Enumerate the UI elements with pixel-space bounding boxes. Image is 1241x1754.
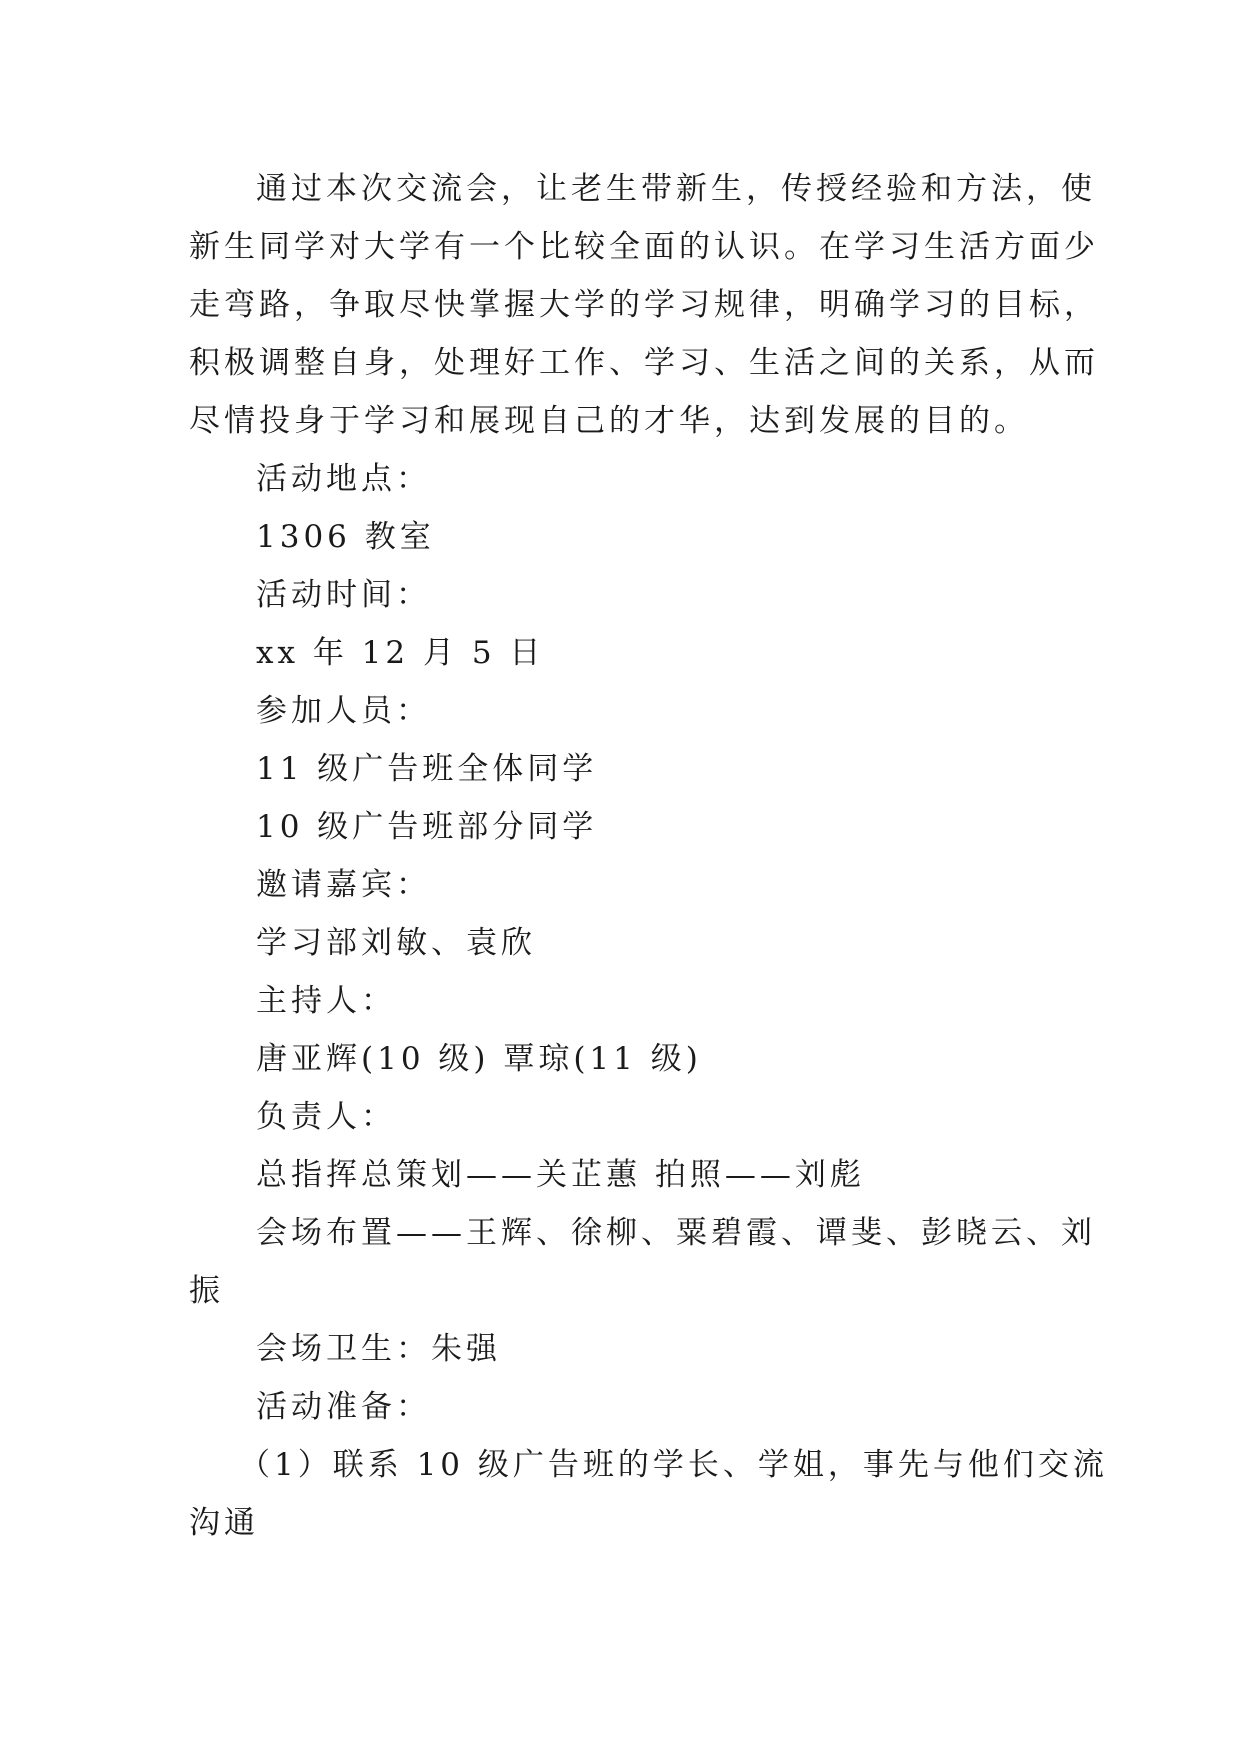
intro-line-1: 通过本次交流会，让老生带新生，传授经验和方法，使	[256, 171, 1096, 207]
responsible-label: 负责人：	[256, 1099, 396, 1135]
preparation-item-1b: 沟通	[189, 1505, 259, 1541]
preparation-label: 活动准备：	[256, 1389, 431, 1425]
host-value: 唐亚辉(10 级) 覃琼(11 级)	[256, 1041, 702, 1077]
responsible-line-1: 总指挥总策划——关芷蕙 拍照——刘彪	[256, 1157, 865, 1193]
responsible-line-3: 会场卫生：朱强	[256, 1331, 501, 1367]
time-value: xx 年 12 月 5 日	[256, 635, 545, 671]
participants-item: 11 级广告班全体同学	[256, 751, 598, 787]
intro-line-3: 走弯路，争取尽快掌握大学的学习规律，明确学习的目标，	[189, 287, 1099, 323]
responsible-line-2a: 会场布置——王辉、徐柳、粟碧霞、谭斐、彭晓云、刘	[256, 1215, 1096, 1251]
participants-label: 参加人员：	[256, 693, 431, 729]
participants-item: 10 级广告班部分同学	[256, 809, 598, 845]
host-label: 主持人：	[256, 983, 396, 1019]
preparation-item-1a: （1）联系 10 级广告班的学长、学姐，事先与他们交流	[239, 1447, 1108, 1483]
location-label: 活动地点：	[256, 461, 431, 497]
document-body	[189, 160, 1108, 1552]
intro-line-5: 尽情投身于学习和展现自己的才华，达到发展的目的。	[189, 403, 1029, 439]
guests-label: 邀请嘉宾：	[256, 867, 431, 903]
responsible-line-2b: 振	[189, 1273, 224, 1309]
intro-line-4: 积极调整自身，处理好工作、学习、生活之间的关系，从而	[189, 345, 1099, 381]
time-label: 活动时间：	[256, 577, 431, 613]
guests-value: 学习部刘敏、袁欣	[256, 925, 536, 961]
intro-line-2: 新生同学对大学有一个比较全面的认识。在学习生活方面少	[189, 229, 1099, 265]
location-value: 1306 教室	[256, 519, 435, 555]
